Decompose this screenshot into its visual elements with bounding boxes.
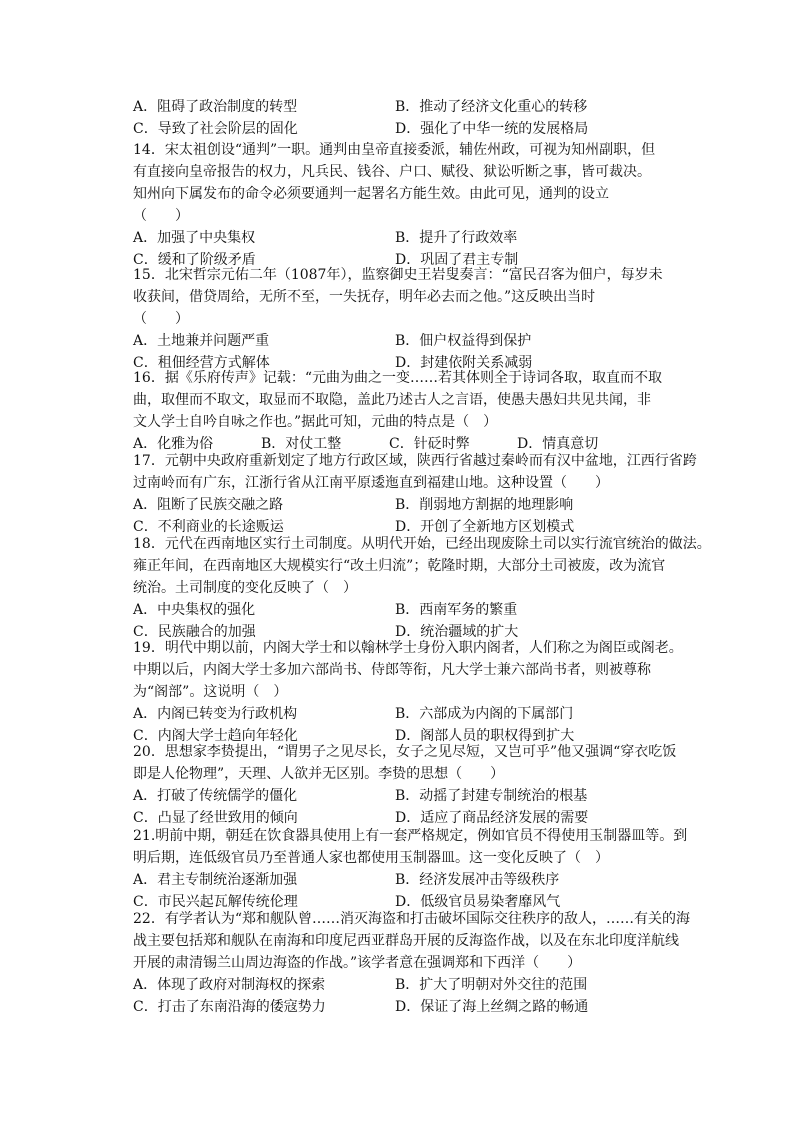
option-row [133,869,693,891]
option-row [133,118,693,140]
stem-line: 即是人伦物理”，天理、人欲并无区别。李贽的思想（ ） [133,766,505,782]
answer-option[interactable]: C．缓和了阶级矛盾 [133,252,256,268]
answer-option[interactable]: A．阻断了民族交融之路 [133,497,284,513]
option-row [133,785,693,807]
answer-option[interactable]: C．不利商业的长途贩运 [133,519,284,535]
stem-line: 文人学士自吟自咏之作也。”据此可知，元曲的特点是（ ） [133,414,498,430]
answer-options [133,494,693,538]
answer-option[interactable]: B．对仗工整 [261,436,342,452]
question-stem [133,908,693,974]
question-stem [133,637,693,703]
answer-option[interactable]: B．削弱地方割据的地理影响 [395,497,574,513]
question-q14 [133,139,693,271]
answer-option[interactable]: D．适应了商品经济发展的需要 [395,810,589,826]
question-stem [133,741,693,785]
answer-option[interactable]: C．凸显了经世致用的倾向 [133,810,298,826]
answer-option[interactable]: A．化雅为俗 [133,436,214,452]
answer-option[interactable]: A．加强了中央集权 [133,230,256,246]
answer-option[interactable]: D．开创了全新地方区划模式 [395,519,575,535]
answer-option[interactable]: D．强化了中华一统的发展格局 [395,121,589,137]
stem-line: 明后期，连低级官员乃至普通人家也都使用玉制器皿。这一变化反映了（ ） [133,850,609,866]
stem-line: 22．有学者认为“郑和舰队曾……消灭海盗和打击破坏国际交往秩序的敌人，……有关的海 [133,911,690,927]
stem-line: 14．宋太祖创设“通判”一职。通判由皇帝直接委派，辅佐州政，可视为知州副职，但 [133,142,656,158]
stem-line: （ ） [133,311,189,327]
stem-line: 收获间，借贷周给，无所不至，一失抚存，明年必去而之他。”这反映出当时 [133,289,596,305]
stem-line: 16．据《乐府传声》记载：“元曲为曲之一变……若其体则全于诗词各取，取直而不取 [133,370,662,386]
question-stem [133,825,693,869]
question-stem [133,139,693,227]
answer-option[interactable]: D．巩固了君主专制 [395,252,519,268]
question-stem [133,533,711,599]
stem-line: 15．北宋哲宗元佑二年（1087年），监察御史王岩叟奏言：“富民召客为佃户，每岁未 [133,267,663,283]
stem-line: 过南岭而有广东，江浙行省从江南平原逶迤直到福建山地。这种设置（ ） [133,475,609,491]
stem-line: 开展的肃清锡兰山周边海盗的作战。”该学者意在强调郑和下西洋（ ） [133,955,582,971]
answer-option[interactable]: D．保证了海上丝绸之路的畅通 [395,999,589,1015]
answer-option[interactable]: A．体现了政府对制海权的探索 [133,977,326,993]
stem-line: （ ） [133,208,189,224]
answer-option[interactable]: C．打击了东南沿海的倭寇势力 [133,999,326,1015]
answer-options [133,96,693,140]
stem-line: 雍正年间，在西南地区大规模实行“改土归流”；乾隆时期，大部分土司被废，改为流官 [133,558,666,574]
answer-option[interactable]: C．民族融合的加强 [133,624,256,640]
answer-option[interactable]: B．经济发展冲击等级秩序 [395,872,560,888]
answer-option[interactable]: B．提升了行政效率 [395,230,518,246]
stem-line: 有直接向皇帝报告的权力，凡兵民、钱谷、户口、赋役、狱讼听断之事，皆可裁决。 [133,164,651,180]
answer-options [133,869,693,913]
answer-option[interactable]: A．阻碍了政治制度的转型 [133,99,298,115]
answer-option[interactable]: C．导致了社会阶层的固化 [133,121,298,137]
answer-option[interactable]: B．六部成为内阁的下属部门 [395,706,574,722]
answer-option[interactable]: C．租佃经营方式解体 [133,355,270,371]
stem-line: 21.明前中期，朝廷在饮食器具使用上有一套严格规定，例如官员不得使用玉制器皿等。到 [133,828,688,844]
stem-line: 战主要包括郑和舰队在南海和印度尼西亚群岛开展的反海盗作战，以及在东北印度洋航线 [133,933,679,949]
stem-line: 18．元代在西南地区实行土司制度。从明代开始，已经出现废除土司以实行流官统治的做法。 [133,536,711,552]
option-row [133,599,693,621]
question-q19 [133,637,693,747]
answer-option[interactable]: B．佃户权益得到保护 [395,333,532,349]
stem-line: 统治。土司制度的变化反映了（ ） [133,580,357,596]
question-stem [133,367,693,433]
stem-line: 19．明代中期以前，内阁大学士和以翰林学士身份入职内阁者，人们称之为阁臣或阁老。 [133,640,683,656]
question-q20 [133,741,693,829]
answer-option[interactable]: B．西南军务的繁重 [395,602,518,618]
question-q21 [133,825,693,913]
question-q13-tail [133,96,693,140]
answer-option[interactable]: B．推动了经济文化重心的转移 [395,99,588,115]
option-row [133,974,693,996]
answer-option[interactable]: A．中央集权的强化 [133,602,256,618]
stem-line: 20．思想家李贽提出，“谓男子之见尽长，女子之见尽短，又岂可乎”他又强调“穿衣吃饭 [133,744,677,760]
answer-option[interactable]: A．土地兼并问题严重 [133,333,270,349]
question-q17 [133,450,697,538]
answer-option[interactable]: A．君主专制统治逐渐加强 [133,872,298,888]
question-stem [133,264,693,330]
question-stem [133,450,697,494]
option-row [133,330,693,352]
answer-option[interactable]: C．内阁大学士趋向年轻化 [133,728,298,744]
option-row [133,96,693,118]
answer-options [133,785,693,829]
stem-line: 曲，取俚而不取文，取显而不取隐，盖此乃述古人之言语，使愚夫愚妇共见共闻，非 [133,392,651,408]
answer-options [133,974,693,1018]
answer-option[interactable]: D．情真意切 [517,436,599,452]
answer-option[interactable]: B．扩大了明朝对外交往的范围 [395,977,588,993]
question-q22 [133,908,693,1018]
question-q15 [133,264,693,374]
question-q16 [133,367,693,455]
question-q18 [133,533,711,643]
stem-line: 为“阁部”。这说明（ ） [133,684,288,700]
answer-option[interactable]: D．阁部人员的职权得到扩大 [395,728,575,744]
answer-option[interactable]: A．打破了传统儒学的僵化 [133,788,298,804]
answer-option[interactable]: D．低级官员易染奢靡风气 [395,894,561,910]
stem-line: 17．元朝中央政府重新划定了地方行政区域，陕西行省越过秦岭而有汉中盆地，江西行省跨 [133,453,697,469]
answer-option[interactable]: A．内阁已转变为行政机构 [133,706,298,722]
option-row [133,494,693,516]
stem-line: 中期以后，内阁大学士多加六部尚书、侍郎等衔，凡大学士兼六部尚书者，则被尊称 [133,662,651,678]
answer-option[interactable]: D．统治疆域的扩大 [395,624,519,640]
answer-option[interactable]: C．针砭时弊 [389,436,470,452]
answer-option[interactable]: C．市民兴起瓦解传统伦理 [133,894,298,910]
answer-option[interactable]: D．封建依附关系减弱 [395,355,533,371]
option-row [133,227,693,249]
stem-line: 知州向下属发布的命令必须要通判一起署名方能生效。由此可见，通判的设立 [133,186,609,202]
option-row [133,703,693,725]
answer-option[interactable]: B．动摇了封建专制统治的根基 [395,788,588,804]
option-row [133,996,693,1018]
